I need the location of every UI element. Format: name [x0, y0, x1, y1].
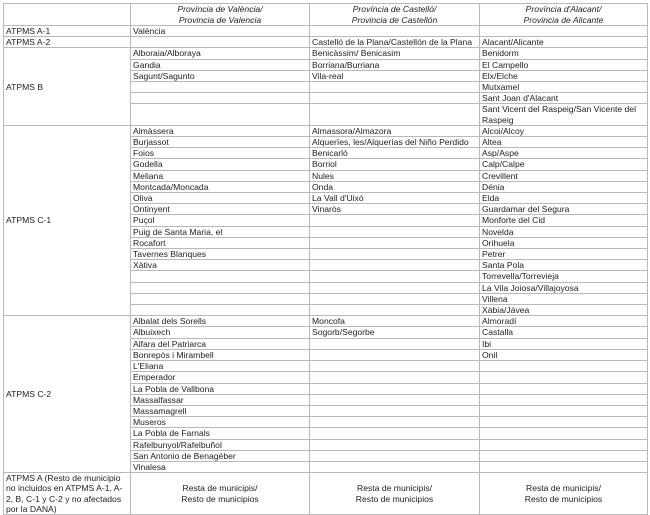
header-valencia: Província de València/ Provincia de Valencia [131, 4, 310, 26]
castellon-cell [310, 428, 480, 439]
castellon-cell [310, 383, 480, 394]
valencia-cell: Puçol [131, 215, 310, 226]
valencia-cell: La Pobla de Farnals [131, 428, 310, 439]
group-label: ATPMS C-1 [4, 125, 131, 315]
valencia-cell: Albuixech [131, 327, 310, 338]
alicante-cell: Altea [480, 137, 648, 148]
alicante-cell [480, 372, 648, 383]
castellon-cell [310, 237, 480, 248]
alicante-cell [480, 417, 648, 428]
alicante-cell: Crevillent [480, 170, 648, 181]
valencia-cell: Bonrepòs i Mirambell [131, 349, 310, 360]
valencia-cell: València [131, 26, 310, 37]
valencia-cell: Montcada/Moncada [131, 181, 310, 192]
alicante-cell: Torrevella/Torrevieja [480, 271, 648, 282]
rest-cell-line: Resta de municipis/ [357, 483, 432, 494]
rest-cell [310, 473, 480, 515]
castellon-cell [310, 26, 480, 37]
valencia-cell [131, 282, 310, 293]
valencia-cell: Almàssera [131, 125, 310, 136]
alicante-cell: Calp/Calpe [480, 159, 648, 170]
valencia-cell: Museros [131, 417, 310, 428]
alicante-cell: Benidorm [480, 48, 648, 59]
group-label: ATPMS A-2 [4, 37, 131, 48]
valencia-cell: Albalat dels Sorells [131, 316, 310, 327]
castellon-cell [310, 338, 480, 349]
header-alicante: Província d'Alacant/ Provincia de Alicante [480, 4, 648, 26]
table-row [4, 26, 648, 37]
castellon-cell: Borriol [310, 159, 480, 170]
castellon-cell [310, 372, 480, 383]
rest-cell-line: Resta de municipis/ [182, 483, 258, 494]
alicante-cell [480, 461, 648, 472]
valencia-cell: Xàtiva [131, 260, 310, 271]
valencia-cell: L'Eliana [131, 361, 310, 372]
alicante-cell: Petrer [480, 249, 648, 260]
header-row [4, 4, 648, 26]
castellon-cell [310, 93, 480, 104]
castellon-cell: Vinaròs [310, 204, 480, 215]
rest-cell-line: Resta de municipis/ [526, 483, 601, 494]
alicante-cell: Mutxamel [480, 82, 648, 93]
castellon-cell [310, 282, 480, 293]
castellon-cell [310, 394, 480, 405]
alicante-cell [480, 428, 648, 439]
valencia-cell: Massamagrell [131, 405, 310, 416]
table-row [4, 316, 648, 327]
castellon-cell [310, 461, 480, 472]
alicante-cell: Orihuela [480, 237, 648, 248]
castellon-cell: Alquerïes, les/Alquerías del Niño Perdido [310, 137, 480, 148]
castellon-cell [310, 104, 480, 125]
alicante-cell [480, 394, 648, 405]
alicante-cell: Xàbia/Jávea [480, 305, 648, 316]
valencia-cell: San Antonio de Benagéber [131, 450, 310, 461]
table-row [4, 125, 648, 136]
castellon-cell [310, 215, 480, 226]
castellon-cell: La Vall d'Uixó [310, 193, 480, 204]
alicante-cell: Alcoi/Alcoy [480, 125, 648, 136]
valencia-cell: Tavernes Blanques [131, 249, 310, 260]
castellon-cell: Onda [310, 181, 480, 192]
valencia-cell: Gandia [131, 59, 310, 70]
valencia-cell: Rafelbunyol/Rafelbuñol [131, 439, 310, 450]
castellon-cell: Sogorb/Segorbe [310, 327, 480, 338]
group-label: ATPMS A-1 [4, 26, 131, 37]
valencia-cell [131, 104, 310, 125]
castellon-cell: Borriana/Burriana [310, 59, 480, 70]
castellon-cell: Almassora/Almazora [310, 125, 480, 136]
table-body [4, 26, 648, 515]
alicante-cell: Dénia [480, 181, 648, 192]
valencia-cell: Emperador [131, 372, 310, 383]
rest-label: ATPMS A (Resto de municipio no incluidos en ATPMS A-1, A-2, B, C-1 y C-2 y no afectados por la DANA) [4, 473, 131, 515]
alicante-cell: Novelda [480, 226, 648, 237]
castellon-cell [310, 260, 480, 271]
table-row [4, 37, 648, 48]
rest-cell-line: Resto de municipios [355, 493, 434, 504]
alicante-cell [480, 450, 648, 461]
alicante-cell: Monforte del Cid [480, 215, 648, 226]
castellon-cell [310, 417, 480, 428]
alicante-cell: Ibi [480, 338, 648, 349]
alicante-cell [480, 361, 648, 372]
castellon-cell: Moncofa [310, 316, 480, 327]
valencia-cell: Rocafort [131, 237, 310, 248]
alicante-cell: Castalla [480, 327, 648, 338]
valencia-cell: La Pobla de Vallbona [131, 383, 310, 394]
valencia-cell: Vinalesa [131, 461, 310, 472]
castellon-cell [310, 249, 480, 260]
rest-cell-line: Resto de municipios [524, 493, 603, 504]
alicante-cell [480, 383, 648, 394]
rest-cell [480, 473, 648, 515]
castellon-cell: Vila-real [310, 70, 480, 81]
alicante-cell [480, 405, 648, 416]
alicante-cell: Villena [480, 293, 648, 304]
alicante-cell: Asp/Aspe [480, 148, 648, 159]
alicante-cell: La Vila Joiosa/Villajoyosa [480, 282, 648, 293]
castellon-cell [310, 305, 480, 316]
atpms-municipalities-table [3, 3, 648, 515]
valencia-cell: Ontinyent [131, 204, 310, 215]
castellon-cell [310, 349, 480, 360]
alicante-cell: Almoradí [480, 316, 648, 327]
alicante-cell: Guardamar del Segura [480, 204, 648, 215]
castellon-cell [310, 271, 480, 282]
valencia-cell: Meliana [131, 170, 310, 181]
valencia-cell: Sagunt/Sagunto [131, 70, 310, 81]
alicante-cell: Sant Vicent del Raspeig/San Vicente del Raspeig [480, 104, 648, 125]
valencia-cell [131, 305, 310, 316]
castellon-cell [310, 405, 480, 416]
valencia-cell: Burjassot [131, 137, 310, 148]
castellon-cell [310, 439, 480, 450]
valencia-cell: Oliva [131, 193, 310, 204]
valencia-cell: Alfara del Patriarca [131, 338, 310, 349]
alicante-cell [480, 26, 648, 37]
valencia-cell: Foios [131, 148, 310, 159]
rest-row [4, 473, 648, 515]
castellon-cell [310, 226, 480, 237]
castellon-cell: Benicarló [310, 148, 480, 159]
table-row [4, 48, 648, 59]
valencia-cell [131, 82, 310, 93]
alicante-cell: Alacant/Alicante [480, 37, 648, 48]
alicante-cell [480, 439, 648, 450]
valencia-cell [131, 93, 310, 104]
alicante-cell: El Campello [480, 59, 648, 70]
castellon-cell [310, 450, 480, 461]
valencia-cell [131, 293, 310, 304]
group-label: ATPMS C-2 [4, 316, 131, 473]
castellon-cell: Castelló de la Plana/Castellón de la Plana [310, 37, 480, 48]
alicante-cell: Elx/Elche [480, 70, 648, 81]
valencia-cell [131, 37, 310, 48]
valencia-cell: Alboraia/Alboraya [131, 48, 310, 59]
castellon-cell [310, 293, 480, 304]
valencia-cell: Puig de Santa Maria, el [131, 226, 310, 237]
group-label: ATPMS B [4, 48, 131, 125]
alicante-cell: Onil [480, 349, 648, 360]
castellon-cell: Benicàssim/ Benicasim [310, 48, 480, 59]
header-blank [4, 4, 131, 26]
alicante-cell: Santa Pola [480, 260, 648, 271]
valencia-cell: Massalfassar [131, 394, 310, 405]
alicante-cell: Sant Joan d'Alacant [480, 93, 648, 104]
rest-cell [131, 473, 310, 515]
rest-cell-line: Resto de municipios [181, 493, 259, 504]
castellon-cell: Nules [310, 170, 480, 181]
castellon-cell [310, 82, 480, 93]
valencia-cell: Godella [131, 159, 310, 170]
valencia-cell [131, 271, 310, 282]
alicante-cell: Elda [480, 193, 648, 204]
castellon-cell [310, 361, 480, 372]
header-castellon: Província de Castelló/ Provincia de Castellón [310, 4, 480, 26]
